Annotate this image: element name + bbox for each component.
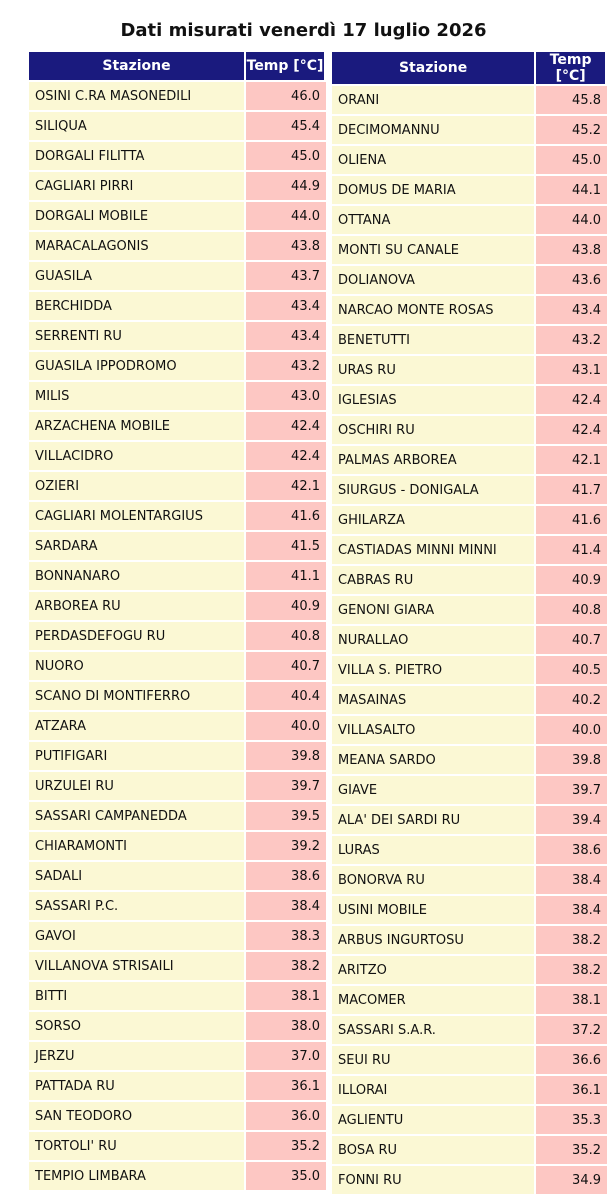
station-name: NURALLAO: [332, 626, 536, 654]
temperature-value: 38.1: [536, 986, 607, 1014]
station-name: DORGALI MOBILE: [29, 202, 246, 230]
header-station: Stazione: [29, 52, 246, 80]
station-name: OTTANA: [332, 206, 536, 234]
temperature-value: 43.8: [246, 232, 326, 260]
station-name: OSCHIRI RU: [332, 416, 536, 444]
station-name: BITTI: [29, 982, 246, 1010]
table-row: [332, 116, 607, 144]
temperature-value: 39.4: [536, 806, 607, 834]
station-name: ARBOREA RU: [29, 592, 246, 620]
station-name: CAGLIARI MOLENTARGIUS: [29, 502, 246, 530]
temperature-value: 36.1: [536, 1076, 607, 1104]
temperature-value: 39.7: [536, 776, 607, 804]
table-row: [29, 352, 326, 380]
table-row: [29, 832, 326, 860]
temperature-value: 35.2: [246, 1132, 326, 1160]
temperature-value: 45.2: [536, 116, 607, 144]
temperature-value: 34.9: [536, 1166, 607, 1194]
table-row: [29, 592, 326, 620]
temperature-value: 45.0: [246, 142, 326, 170]
temperature-value: 38.2: [246, 952, 326, 980]
temperature-value: 40.2: [536, 686, 607, 714]
temperature-value: 45.4: [246, 112, 326, 140]
station-name: ORANI: [332, 86, 536, 114]
table-row: [29, 262, 326, 290]
temperature-value: 43.0: [246, 382, 326, 410]
temperature-value: 38.0: [246, 1012, 326, 1040]
temperature-value: 38.6: [536, 836, 607, 864]
station-name: URAS RU: [332, 356, 536, 384]
table-row: [332, 1016, 607, 1044]
header-row: [29, 52, 326, 80]
station-name: OLIENA: [332, 146, 536, 174]
temperature-value: 43.7: [246, 262, 326, 290]
station-name: NARCAO MONTE ROSAS: [332, 296, 536, 324]
station-name: SASSARI CAMPANEDDA: [29, 802, 246, 830]
table-row: [332, 416, 607, 444]
station-name: BONNANARO: [29, 562, 246, 590]
table-row: [332, 236, 607, 264]
station-name: SAN TEODORO: [29, 1102, 246, 1130]
station-table-right: [332, 50, 607, 1196]
temperature-value: 43.4: [246, 322, 326, 350]
temperature-value: 37.0: [246, 1042, 326, 1070]
temperature-value: 42.1: [246, 472, 326, 500]
temperature-value: 40.5: [536, 656, 607, 684]
temperature-value: 44.0: [536, 206, 607, 234]
station-name: CHIARAMONTI: [29, 832, 246, 860]
temperature-value: 41.4: [536, 536, 607, 564]
table-row: [332, 1166, 607, 1194]
table-row: [29, 562, 326, 590]
station-name: TEMPIO LIMBARA: [29, 1162, 246, 1190]
table-row: [29, 622, 326, 650]
temperature-value: 41.6: [536, 506, 607, 534]
station-name: DOLIANOVA: [332, 266, 536, 294]
station-name: PATTADA RU: [29, 1072, 246, 1100]
temperature-value: 45.8: [536, 86, 607, 114]
temperature-value: 45.0: [536, 146, 607, 174]
table-row: [29, 82, 326, 110]
table-row: [332, 146, 607, 174]
temperature-value: 38.2: [536, 956, 607, 984]
station-name: ALA' DEI SARDI RU: [332, 806, 536, 834]
table-row: [29, 112, 326, 140]
table-row: [29, 1042, 326, 1070]
temperature-value: 40.9: [246, 592, 326, 620]
table-row: [332, 1136, 607, 1164]
table-row: [29, 1132, 326, 1160]
temperature-value: 43.2: [246, 352, 326, 380]
temperature-value: 35.3: [536, 1106, 607, 1134]
temperature-value: 39.5: [246, 802, 326, 830]
temperature-value: 44.0: [246, 202, 326, 230]
temperature-value: 43.1: [536, 356, 607, 384]
temperature-value: 36.1: [246, 1072, 326, 1100]
table-row: [332, 716, 607, 744]
station-name: DORGALI FILITTA: [29, 142, 246, 170]
station-name: VILLACIDRO: [29, 442, 246, 470]
station-name: SASSARI S.A.R.: [332, 1016, 536, 1044]
table-row: [332, 326, 607, 354]
station-name: ARZACHENA MOBILE: [29, 412, 246, 440]
table-row: [332, 656, 607, 684]
temperature-value: 42.4: [536, 416, 607, 444]
station-name: GUASILA IPPODROMO: [29, 352, 246, 380]
temperature-value: 43.6: [536, 266, 607, 294]
table-row: [332, 536, 607, 564]
station-name: IGLESIAS: [332, 386, 536, 414]
temperature-value: 38.1: [246, 982, 326, 1010]
table-row: [29, 742, 326, 770]
header-station: Stazione: [332, 52, 536, 84]
station-name: GUASILA: [29, 262, 246, 290]
station-name: ILLORAI: [332, 1076, 536, 1104]
table-row: [332, 866, 607, 894]
table-row: [29, 892, 326, 920]
table-row: [332, 296, 607, 324]
table-row: [29, 202, 326, 230]
temperature-value: 40.7: [246, 652, 326, 680]
station-name: PUTIFIGARI: [29, 742, 246, 770]
table-row: [332, 926, 607, 954]
table-row: [29, 712, 326, 740]
temperature-value: 42.4: [246, 412, 326, 440]
station-name: SASSARI P.C.: [29, 892, 246, 920]
temperature-value: 40.8: [246, 622, 326, 650]
station-name: SARDARA: [29, 532, 246, 560]
table-row: [29, 292, 326, 320]
table-row: [332, 596, 607, 624]
temperature-value: 44.1: [536, 176, 607, 204]
station-name: NUORO: [29, 652, 246, 680]
station-name: VILLANOVA STRISAILI: [29, 952, 246, 980]
station-name: MILIS: [29, 382, 246, 410]
station-name: VILLASALTO: [332, 716, 536, 744]
table-row: [332, 746, 607, 774]
station-name: SERRENTI RU: [29, 322, 246, 350]
table-row: [332, 776, 607, 804]
table-row: [29, 1102, 326, 1130]
temperature-value: 43.8: [536, 236, 607, 264]
temperature-value: 40.0: [246, 712, 326, 740]
station-name: BERCHIDDA: [29, 292, 246, 320]
header-temp: Temp [°C]: [536, 52, 607, 84]
table-row: [332, 506, 607, 534]
station-name: MEANA SARDO: [332, 746, 536, 774]
station-name: SILIQUA: [29, 112, 246, 140]
temperature-value: 39.8: [246, 742, 326, 770]
station-name: ATZARA: [29, 712, 246, 740]
station-name: GIAVE: [332, 776, 536, 804]
temperature-value: 40.7: [536, 626, 607, 654]
table-row: [29, 322, 326, 350]
station-name: PERDASDEFOGU RU: [29, 622, 246, 650]
header-temp: Temp [°C]: [246, 52, 326, 80]
temperature-value: 40.4: [246, 682, 326, 710]
table-row: [29, 982, 326, 1010]
table-row: [332, 86, 607, 114]
table-row: [332, 356, 607, 384]
temperature-value: 41.7: [536, 476, 607, 504]
page-title: Dati misurati venerdì 17 luglio 2026: [120, 20, 487, 41]
temperature-value: 40.0: [536, 716, 607, 744]
table-row: [29, 1072, 326, 1100]
table-row: [29, 682, 326, 710]
table-row: [332, 836, 607, 864]
station-name: DOMUS DE MARIA: [332, 176, 536, 204]
table-row: [332, 956, 607, 984]
table-row: [332, 566, 607, 594]
temperature-value: 35.0: [246, 1162, 326, 1190]
temperature-value: 38.4: [246, 892, 326, 920]
station-name: CABRAS RU: [332, 566, 536, 594]
temperature-value: 38.4: [536, 866, 607, 894]
temperature-value: 38.3: [246, 922, 326, 950]
table-row: [29, 472, 326, 500]
temperature-value: 38.6: [246, 862, 326, 890]
station-name: BENETUTTI: [332, 326, 536, 354]
table-row: [29, 922, 326, 950]
table-row: [29, 502, 326, 530]
station-name: GAVOI: [29, 922, 246, 950]
station-name: USINI MOBILE: [332, 896, 536, 924]
temperature-value: 41.5: [246, 532, 326, 560]
station-name: GENONI GIARA: [332, 596, 536, 624]
table-row: [29, 232, 326, 260]
temperature-value: 40.9: [536, 566, 607, 594]
temperature-value: 38.2: [536, 926, 607, 954]
temperature-value: 42.4: [246, 442, 326, 470]
temperature-value: 43.4: [246, 292, 326, 320]
station-name: VILLA S. PIETRO: [332, 656, 536, 684]
station-name: SADALI: [29, 862, 246, 890]
temperature-value: 39.7: [246, 772, 326, 800]
station-name: LURAS: [332, 836, 536, 864]
table-row: [332, 986, 607, 1014]
station-name: DECIMOMANNU: [332, 116, 536, 144]
table-row: [332, 266, 607, 294]
table-row: [29, 442, 326, 470]
station-name: URZULEI RU: [29, 772, 246, 800]
temperature-value: 35.2: [536, 1136, 607, 1164]
station-name: PALMAS ARBOREA: [332, 446, 536, 474]
station-name: BOSA RU: [332, 1136, 536, 1164]
table-row: [29, 1012, 326, 1040]
temperature-value: 38.4: [536, 896, 607, 924]
temperature-value: 39.2: [246, 832, 326, 860]
station-name: SIURGUS - DONIGALA: [332, 476, 536, 504]
station-name: SCANO DI MONTIFERRO: [29, 682, 246, 710]
temperature-value: 46.0: [246, 82, 326, 110]
temperature-value: 40.8: [536, 596, 607, 624]
station-table-left: [29, 50, 326, 1192]
temperature-value: 42.1: [536, 446, 607, 474]
table-row: [29, 532, 326, 560]
station-name: ARBUS INGURTOSU: [332, 926, 536, 954]
station-name: CASTIADAS MINNI MINNI: [332, 536, 536, 564]
table-row: [332, 386, 607, 414]
table-row: [332, 896, 607, 924]
station-name: MARACALAGONIS: [29, 232, 246, 260]
station-name: OSINI C.RA MASONEDILI: [29, 82, 246, 110]
table-row: [29, 172, 326, 200]
station-name: SEUI RU: [332, 1046, 536, 1074]
table-row: [332, 686, 607, 714]
table-row: [29, 652, 326, 680]
station-name: OZIERI: [29, 472, 246, 500]
table-row: [29, 142, 326, 170]
table-row: [332, 1046, 607, 1074]
station-name: FONNI RU: [332, 1166, 536, 1194]
station-name: BONORVA RU: [332, 866, 536, 894]
station-name: MASAINAS: [332, 686, 536, 714]
station-name: TORTOLI' RU: [29, 1132, 246, 1160]
table-row: [332, 1106, 607, 1134]
temperature-value: 39.8: [536, 746, 607, 774]
station-name: ARITZO: [332, 956, 536, 984]
station-name: CAGLIARI PIRRI: [29, 172, 246, 200]
temperature-value: 41.6: [246, 502, 326, 530]
temperature-value: 41.1: [246, 562, 326, 590]
table-row: [332, 626, 607, 654]
station-name: JERZU: [29, 1042, 246, 1070]
station-name: AGLIENTU: [332, 1106, 536, 1134]
station-name: GHILARZA: [332, 506, 536, 534]
table-row: [29, 1162, 326, 1190]
station-name: MONTI SU CANALE: [332, 236, 536, 264]
table-row: [332, 446, 607, 474]
table-row: [29, 862, 326, 890]
temperature-value: 44.9: [246, 172, 326, 200]
table-row: [332, 476, 607, 504]
table-row: [332, 1076, 607, 1104]
table-row: [29, 772, 326, 800]
station-name: MACOMER: [332, 986, 536, 1014]
temperature-value: 37.2: [536, 1016, 607, 1044]
table-row: [29, 952, 326, 980]
table-row: [332, 176, 607, 204]
temperature-value: 43.2: [536, 326, 607, 354]
station-name: SORSO: [29, 1012, 246, 1040]
table-row: [332, 206, 607, 234]
table-row: [332, 806, 607, 834]
header-row: [332, 52, 607, 84]
temperature-value: 36.6: [536, 1046, 607, 1074]
temperature-value: 43.4: [536, 296, 607, 324]
temperature-value: 36.0: [246, 1102, 326, 1130]
table-row: [29, 802, 326, 830]
temperature-value: 42.4: [536, 386, 607, 414]
table-row: [29, 382, 326, 410]
table-row: [29, 412, 326, 440]
